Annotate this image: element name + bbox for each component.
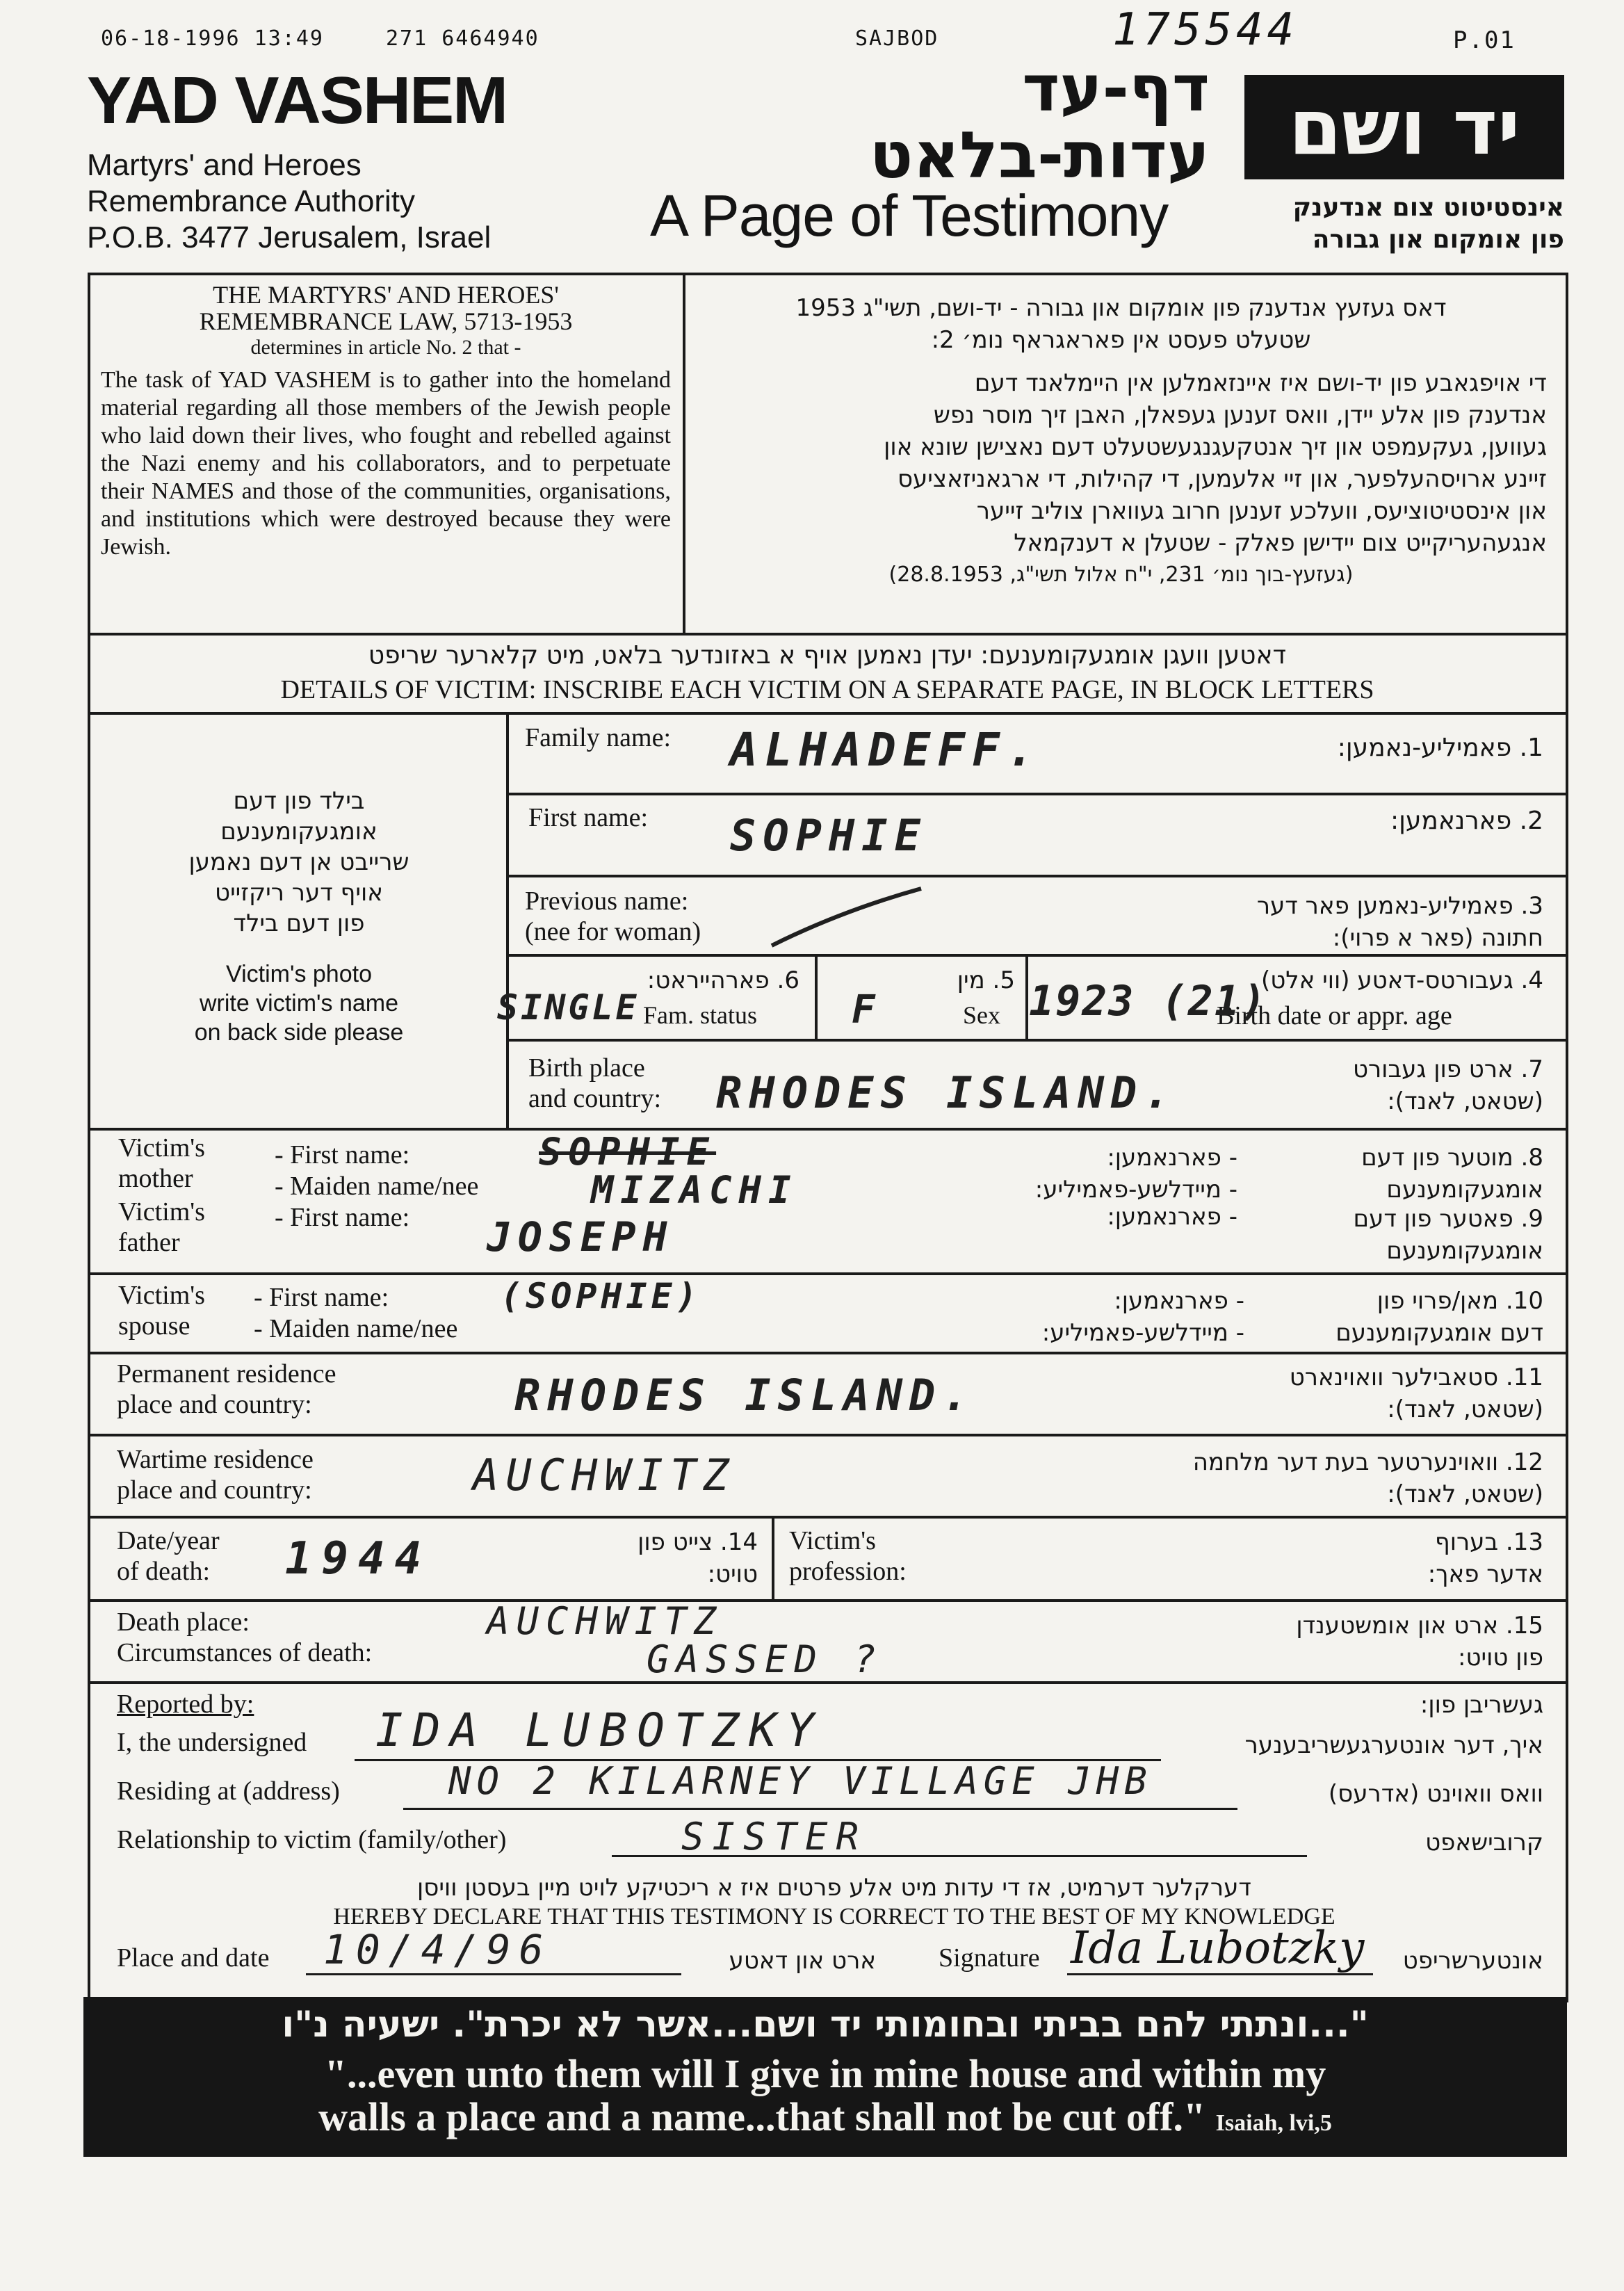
sex-yiddish: 5. מין (957, 966, 1015, 994)
mother-yiddish-first: - פארנאמען: (1107, 1144, 1237, 1172)
first-name-yiddish: 2. פארנאמען: (1390, 807, 1543, 835)
father-yiddish1: 9. פאטער פון דעם (1353, 1205, 1543, 1233)
death-place-label2: Circumstances of death: (117, 1637, 373, 1667)
org-name: YAD VASHEM (87, 63, 508, 138)
birth-date-label: Birth date or appr. age (1217, 1001, 1452, 1030)
wartime-residence-label2: place and country: (117, 1475, 312, 1505)
profession-yiddish1: 13. בערוף (1434, 1528, 1543, 1556)
declaration-yiddish: דערקלער דערמיט, אז די עדות מיט אלע פרטים איז א ריכטיקע לויט מיין בעסטן וויסן (417, 1874, 1251, 1902)
photo-english-line2: write victim's name (199, 990, 399, 1017)
spouse-first-field[interactable]: (SOPHIE) (501, 1276, 701, 1316)
death-date-yiddish (577, 1526, 758, 1590)
signature-label: Signature (939, 1943, 1040, 1973)
org-line2: Remembrance Authority (87, 184, 415, 218)
spouse-first-label: - First name: (254, 1283, 389, 1312)
spouse-label (118, 1281, 205, 1341)
previous-name-yiddish2: חתונה (פאר א פרוי): (1332, 924, 1543, 952)
footer-english-quote (104, 2053, 1546, 2145)
footer-english-line1: "...even unto them will I give in mine house and within my (324, 2051, 1326, 2096)
previous-name-label (525, 887, 701, 947)
death-place-field[interactable]: AUCHWITZ (487, 1599, 724, 1643)
rule-row2 (508, 875, 1566, 877)
profession-label (789, 1526, 907, 1587)
profession-yiddish2: אדער פאך: (1427, 1560, 1543, 1588)
logo-subtitle-line2: פון אומקום און גבורה (1312, 225, 1564, 254)
law-heading-line3: determines in article No. 2 that - (250, 336, 521, 359)
sex-label: Sex (963, 1001, 1000, 1029)
law-divider (683, 273, 685, 633)
death-place-yiddish (1182, 1610, 1543, 1674)
profession-yiddish (1251, 1526, 1543, 1590)
law-yiddish-line1: די אויפגאבע פון יד-ושם איז איינזאמלען אין היימלאנד דעם (974, 369, 1547, 397)
mother-first-field[interactable]: SOPHIE (539, 1130, 717, 1174)
death-place-yiddish2: פון טויט: (1458, 1644, 1543, 1671)
permanent-residence-yiddish (1112, 1361, 1543, 1425)
mother-maiden-label: - Maiden name/nee (275, 1172, 479, 1201)
death-date-label1: Date/year (117, 1526, 220, 1555)
spouse-yiddish2: דעם אומגעקומענעם (1335, 1319, 1543, 1347)
birth-place-label2: and country: (528, 1083, 662, 1113)
death-date-field[interactable]: 1944 (285, 1533, 432, 1585)
title-yiddish-line1: דף-עד (1022, 51, 1210, 126)
permanent-residence-yiddish2: (שטאט, לאנד): (1387, 1395, 1543, 1423)
footer-english-line2: walls a place and a name...that shall not be cut off." (318, 2094, 1206, 2139)
footer-hebrew-quote: "...ונתתי להם בביתי ובחומותי יד ושם...אשר לא יכרת". ישעיה נ"ו (282, 2004, 1369, 2046)
law-english (101, 282, 671, 561)
mother-yiddish-fields (1034, 1142, 1237, 1206)
previous-name-label2: (nee for woman) (525, 916, 701, 946)
family-name-field[interactable]: ALHADEFF. (730, 723, 1041, 777)
victim-header-english: DETAILS OF VICTIM: INSCRIBE EACH VICTIM ON A SEPARATE PAGE, IN BLOCK LETTERS (280, 675, 1374, 704)
spouse-label2: spouse (118, 1311, 190, 1341)
org-details (87, 147, 491, 256)
law-heading-line2: REMEMBRANCE LAW, 5713-1953 (199, 307, 573, 335)
footer-source: Isaiah, lvi,5 (1215, 2110, 1332, 2136)
spouse-maiden-label: - Maiden name/nee (254, 1314, 458, 1343)
death-date-yiddish1: 14. צייט פון (638, 1528, 758, 1556)
death-date-label2: of death: (117, 1556, 211, 1586)
place-date-yiddish: ארט און דאטע (729, 1947, 876, 1975)
reporter-name-field[interactable]: IDA LUBOTZKY (375, 1703, 824, 1757)
place-date-label: Place and date (117, 1943, 270, 1973)
spouse-label1: Victim's (118, 1281, 205, 1310)
law-yiddish-heading (695, 292, 1547, 356)
declaration: HEREBY DECLARE THAT THIS TESTIMONY IS CORRECT TO THE BEST OF MY KNOWLEDGE (333, 1904, 1335, 1929)
previous-name-yiddish1: 3. פאמיליע-נאמען פאר דער (1256, 892, 1543, 920)
fam-status-label: Fam. status (643, 1001, 758, 1029)
wartime-residence-yiddish (1043, 1446, 1543, 1510)
place-date-line (306, 1973, 681, 1975)
divider-sex-birth (1025, 954, 1028, 1039)
father-yiddish-label (1251, 1203, 1543, 1267)
birth-place-yiddish2: (שטאט, לאנד): (1387, 1087, 1543, 1115)
previous-name-label1: Previous name: (525, 887, 689, 916)
mother-label2: mother (118, 1163, 193, 1193)
death-place-label1: Death place: (117, 1608, 250, 1637)
law-yiddish-heading-line1: דאס געזעץ אנדענק פון אומקום און גבורה - יד-ושם, תשי"ג 1953 (795, 294, 1447, 322)
law-heading (101, 282, 671, 361)
reported-by-label: Reported by: (117, 1690, 254, 1719)
mother-yiddish-label (1251, 1142, 1543, 1206)
father-label1: Victim's (118, 1197, 205, 1227)
rule-spouse (88, 1352, 1566, 1354)
photo-yiddish-line2: אומגעקומענעם (220, 818, 377, 845)
rule-law-bottom (88, 633, 1566, 636)
title-yiddish-line2: עדות-בלאט (869, 118, 1210, 193)
death-circumstances-field[interactable]: GASSED ? (647, 1637, 884, 1681)
file-number: 175544 (1112, 4, 1299, 56)
mother-yiddish-maiden: - מיידלשע-פאמיליע: (1034, 1176, 1237, 1204)
mother-first-label: - First name: (275, 1140, 410, 1169)
mother-yiddish1: 8. מוטער פון דעם (1361, 1144, 1543, 1172)
logo-subtitle (1231, 192, 1564, 256)
fax-date-time: 06-18-1996 13:49 (101, 26, 324, 51)
rule-permanent (88, 1434, 1566, 1436)
fax-sender: SAJBOD (855, 26, 939, 51)
permanent-residence-label1: Permanent residence (117, 1359, 336, 1389)
death-date-yiddish2: טויט: (707, 1560, 758, 1588)
father-first-field[interactable]: JOSEPH (487, 1213, 674, 1261)
birth-place-label1: Birth place (528, 1053, 645, 1083)
law-heading-line1: THE MARTYRS' AND HEROES' (213, 281, 559, 309)
father-yiddish2: אומגעקומענעם (1386, 1237, 1543, 1265)
fax-page: P.01 (1453, 26, 1516, 54)
photo-divider (506, 712, 509, 1129)
birth-place-yiddish (1182, 1053, 1543, 1117)
mother-label (118, 1133, 205, 1194)
wartime-residence-field[interactable]: AUCHWITZ (473, 1450, 736, 1500)
wartime-residence-yiddish2: (שטאט, לאנד): (1387, 1480, 1543, 1508)
first-name-label: First name: (528, 803, 649, 832)
spouse-yiddish-fields (1015, 1285, 1244, 1349)
mother-maiden-field[interactable]: MIZACHI (591, 1168, 798, 1212)
family-name-yiddish: 1. פאמיליע-נאמען: (1337, 734, 1543, 762)
address-field[interactable]: NO 2 KILARNEY VILLAGE JHB (448, 1759, 1153, 1803)
law-yiddish-line6: אנגעהעריקייט צום יידישן פאלק - שטעלן א דענקמאל (1014, 529, 1547, 557)
photo-yiddish-line5: פון דעם בילד (233, 909, 365, 937)
father-first-label: - First name: (275, 1203, 410, 1232)
rule-wartime (88, 1516, 1566, 1519)
law-yiddish-heading-line2: שטעלט פעסט אין פאראגראף נומ׳ 2: (931, 326, 1311, 354)
fax-number: 271 6464940 (386, 26, 539, 51)
death-place-yiddish1: 15. ארט און אומשטענדן (1296, 1612, 1543, 1640)
rule-row5 (88, 1128, 1566, 1131)
place-date-field[interactable]: 10/4/96 (323, 1926, 552, 1973)
victim-header-yiddish: דאטען וועגן אומגעקומענעם: יעדן נאמען אויף א באזונדער בלאט, מיט קלארער שריפט (368, 641, 1287, 670)
family-name-label: Family name: (525, 723, 672, 752)
divider-death-profession (772, 1516, 774, 1599)
permanent-residence-label2: place and country: (117, 1389, 312, 1419)
profession-label2: profession: (789, 1556, 907, 1586)
profession-label1: Victim's (789, 1526, 876, 1555)
org-address: P.O.B. 3477 Jerusalem, Israel (87, 220, 492, 254)
wartime-residence-label (117, 1445, 314, 1505)
law-yiddish-line2: אנדענק פון אלע יידן, וואס זענען געפאלן, האבן זיך מוסר נפש (933, 401, 1547, 429)
birth-place-field[interactable]: RHODES ISLAND. (716, 1067, 1177, 1118)
reported-by-yiddish: געשריבן פון: (1420, 1691, 1543, 1719)
photo-yiddish-line3: שרייבט אן דעם נאמען (188, 848, 409, 876)
residing-label: Residing at (address) (117, 1776, 340, 1806)
logo-subtitle-line1: אינסטיטוט צום אנדענק (1292, 193, 1564, 222)
law-yiddish-body (695, 367, 1547, 591)
permanent-residence-label (117, 1359, 336, 1420)
rule-death-place (88, 1681, 1566, 1684)
spouse-yiddish-maiden: - מיידלשע-פאמיליע: (1041, 1319, 1244, 1347)
divider-status-sex (815, 954, 818, 1039)
fam-status-field[interactable]: SINGLE (497, 987, 640, 1028)
undersigned-yiddish: איך, דער אונטערגעשריבענער (1244, 1731, 1543, 1759)
wartime-residence-yiddish1: 12. וואוינערטער בעת דער מלחמה (1192, 1448, 1543, 1476)
permanent-residence-yiddish1: 11. סטאבילער וואוינארט (1289, 1363, 1543, 1391)
previous-name-yiddish (1085, 890, 1543, 954)
spouse-yiddish-label (1251, 1285, 1543, 1349)
birth-date-yiddish: 4. געבורטס-דאטע (ווי אלט) (1260, 966, 1543, 994)
permanent-residence-field[interactable]: RHODES ISLAND. (514, 1370, 975, 1420)
relationship-field[interactable]: SISTER (681, 1815, 868, 1859)
mother-label1: Victim's (118, 1133, 205, 1163)
relationship-yiddish: קרובישאפט (1425, 1829, 1543, 1856)
father-yiddish-first: - פארנאמען: (1107, 1203, 1237, 1231)
law-yiddish-line5: און אינסטיטוציעס, וועלכע זענען חרוב געווארן צוליב זייער (976, 497, 1547, 525)
photo-english-line1: Victim's photo (226, 961, 372, 987)
signature-yiddish: אונטערשריפט (1402, 1947, 1543, 1975)
title-yiddish (765, 51, 1210, 193)
previous-name-dash (765, 883, 932, 953)
rule-row1 (508, 793, 1566, 795)
residing-line (403, 1808, 1237, 1810)
relationship-label: Relationship to victim (family/other) (117, 1825, 507, 1854)
org-line1: Martyrs' and Heroes (87, 148, 362, 182)
residing-yiddish: וואס וואוינט (אדרעס) (1328, 1780, 1543, 1808)
photo-yiddish (97, 786, 501, 939)
signature-field[interactable]: Ida Lubotzky (1071, 1922, 1365, 1974)
birth-date-field[interactable]: 1923 (21) (1029, 977, 1268, 1026)
rule-death-date (88, 1599, 1566, 1602)
law-body: The task of YAD VASHEM is to gather into the homeland material regarding all those members of the Jewish people who laid down their lives, who fought and rebelled against the Nazi enemy and his collaborators, and to perpetuate their NAMES and those of the communities, organisations, and institutions which were destroyed because they were Jewish. (101, 367, 671, 560)
photo-english (97, 960, 501, 1047)
birth-place-label (528, 1053, 661, 1114)
title-english: A Page of Testimony (650, 183, 1169, 248)
photo-yiddish-line4: אויף דער ריקזייט (215, 879, 383, 907)
law-yiddish-line4: זיינע ארויסהעלפער, און זיי אלעמען, די קהילות, די ארגאניזאציעס (897, 465, 1547, 493)
sex-field[interactable]: F (852, 987, 882, 1033)
photo-yiddish-line1: בילד פון דעם (233, 787, 365, 815)
law-yiddish-citation: (געזעץ-בוך נומ׳ 231, י"ח אלול תשי"ג, 28.8.1953) (888, 562, 1354, 587)
mother-yiddish2: אומגעקומענעם (1386, 1176, 1543, 1204)
rule-row3 (508, 954, 1566, 957)
rule-parents (88, 1272, 1566, 1275)
father-label2: father (118, 1227, 180, 1257)
death-place-label (117, 1608, 372, 1668)
spouse-yiddish-first: - פארנאמען: (1114, 1287, 1244, 1315)
rule-header-bottom (88, 712, 1566, 715)
father-label (118, 1197, 205, 1258)
first-name-field[interactable]: SOPHIE (730, 810, 927, 861)
spouse-yiddish1: 10. מאן/פרוי פון (1377, 1287, 1543, 1315)
undersigned-label: I, the undersigned (117, 1728, 307, 1757)
wartime-residence-label1: Wartime residence (117, 1445, 314, 1474)
fam-status-yiddish: 6. פארהייראט: (647, 966, 799, 994)
photo-english-line3: on back side please (194, 1019, 404, 1046)
yad-vashem-logo: יד ושם (1244, 75, 1564, 179)
rule-row4 (508, 1039, 1566, 1042)
law-yiddish-line3: געווען, געקעמפט און זיך אנטקעגנגעשטעלט דעם נאצישן שונא און (884, 433, 1547, 461)
death-date-label (117, 1526, 220, 1587)
birth-place-yiddish1: 7. ארט פון געבורט (1352, 1055, 1543, 1083)
